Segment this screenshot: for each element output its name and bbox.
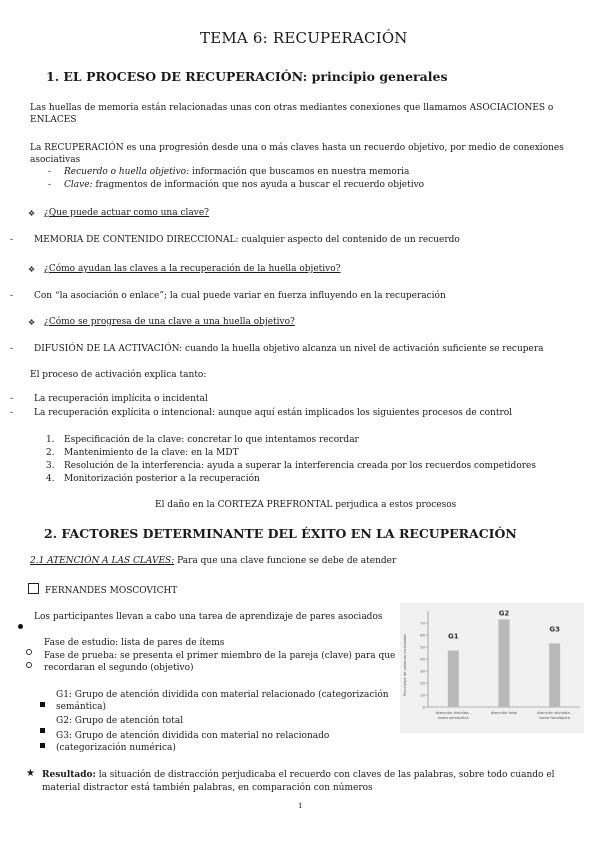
definition-text: información que buscamos en nuestra memoria <box>189 167 410 177</box>
bar <box>549 643 560 707</box>
para1-line2: ENLACES <box>30 115 77 125</box>
phase-prueba-line2: recordaran el segundo (objetivo) <box>44 663 194 673</box>
phase-prueba-line1: Fase de prueba: se presenta el primer miembro de la pareja (clave) para que <box>44 651 396 661</box>
bar-group-label: G3 <box>549 625 560 634</box>
subsection-atencion <box>30 555 396 567</box>
result-text: la situación de distracción perjudicaba el recuerdo con claves de las palabras, sobre todo cuando el <box>95 770 555 780</box>
answer-text: cualquier aspecto del contenido de un recuerdo <box>238 235 460 245</box>
list-item: La recuperación implícita o incidental <box>34 394 208 404</box>
list-item: Mantenimiento de la clave: en la MDT <box>64 448 239 458</box>
section1-heading: 1. EL PROCESO DE RECUPERACIÓN: principio generales <box>46 69 448 84</box>
question-clave: ¿Que puede actuar como una clave? <box>44 208 209 218</box>
bar <box>499 619 510 707</box>
participants-text: Los participantes llevan a cabo una tarea de aprendizaje de pares asociados <box>34 612 383 622</box>
list-item: Monitorización posterior a la recuperación <box>64 474 260 484</box>
list-item: La recuperación explícita o intencional: aunque aquí están implicados los siguientes procesos de control <box>34 408 513 418</box>
phase-estudio: Fase de estudio: lista de pares de ítems <box>44 638 225 648</box>
definition-term: Clave: <box>64 180 93 190</box>
para2-line2: asociativas <box>30 155 81 165</box>
study-title: FERNANDES MOSCOVICHT <box>45 586 178 596</box>
dash-bullet: - <box>10 235 14 245</box>
page-number: 1 <box>298 802 303 810</box>
answer-term: MEMORIA DE CONTENIDO DIRECCIONAL: <box>34 235 239 245</box>
definition-recuerdo <box>64 166 409 178</box>
subsection-text: Para que una clave funcione se debe de atender <box>174 556 397 566</box>
dash-bullet: - <box>10 394 14 404</box>
y-tick-label: 70 <box>420 620 425 626</box>
star-bullet-icon: ★ <box>26 768 35 779</box>
group-g3-line2: (categorización numérica) <box>56 743 176 753</box>
answer-term: DIFUSIÓN DE LA ACTIVACIÓN: <box>34 344 183 354</box>
bullet-square-icon <box>40 733 45 752</box>
definition-clave <box>64 179 424 191</box>
bar-group-label: G2 <box>498 609 510 618</box>
answer-asociacion: Con “la asociación o enlace”; la cual puede variar en fuerza influyendo en la recuperación <box>34 291 446 301</box>
checkbox-square-icon <box>28 583 39 594</box>
y-tick-label: 0 <box>422 704 425 710</box>
bullet-dot-icon <box>18 614 23 633</box>
damage-note: El daño en la CORTEZA PREFRONTAL perjudica a estos procesos <box>155 500 457 510</box>
chart-ylabel: Porcentaje de palabras recordadas <box>403 633 407 697</box>
group-g3-line1: G3: Grupo de atención dividida con material no relacionado <box>56 731 330 741</box>
group-g2: G2: Grupo de atención total <box>56 716 184 726</box>
subsection-label: 2.1 ATENCIÓN A LAS CLAVES: <box>30 556 175 566</box>
bullet-ring-icon <box>26 653 32 672</box>
list-item: Especificación de la clave: concretar lo que intentamos recordar <box>64 435 359 445</box>
answer-difusion <box>34 343 544 355</box>
list-number: 2. <box>46 448 55 458</box>
result-line2: material distractor está también palabras, en comparación con números <box>42 783 373 793</box>
diamond-bullet-icon: ❖ <box>28 318 36 327</box>
y-tick-label: 20 <box>420 680 425 686</box>
para2-line1: La RECUPERACIÓN es una progresión desde una o más claves hasta un recuerdo objetivo, por medio de conexiones <box>30 143 564 153</box>
activation-intro: El proceso de activación explica tanto: <box>30 370 207 380</box>
definition-text: fragmentos de información que nos ayuda a buscar el recuerdo objetivo <box>92 180 425 190</box>
x-tick-label: Atención dividida -tarea fonológica <box>536 710 573 720</box>
list-number: 4. <box>46 474 55 484</box>
question-progresa: ¿Cómo se progresa de una clave a una huella objetivo? <box>44 317 295 327</box>
dash-bullet: - <box>48 180 52 190</box>
section2-heading: 2. FACTORES DETERMINANTE DEL ÉXITO EN LA RECUPERACIÓN <box>44 526 517 541</box>
definition-term: Recuerdo o huella objetivo: <box>64 167 190 177</box>
bullet-square-icon <box>40 692 45 711</box>
y-tick-label: 60 <box>420 632 425 638</box>
answer-memoria-contenido <box>34 234 460 246</box>
dash-bullet: - <box>48 167 52 177</box>
para1-line1: Las huellas de memoria están relacionadas unas con otras mediantes conexiones que llamamos ASOCIACIONES o <box>30 103 554 113</box>
page-title: TEMA 6: RECUPERACIÓN <box>200 29 408 47</box>
dash-bullet: - <box>10 291 14 301</box>
bar <box>448 651 459 707</box>
group-g1-line2: semántica) <box>56 702 107 712</box>
y-tick-label: 30 <box>420 668 425 674</box>
list-number: 3. <box>46 461 55 471</box>
diamond-bullet-icon: ❖ <box>28 265 36 274</box>
bar-group-label: G1 <box>448 632 459 641</box>
question-claves-ayudan: ¿Cómo ayudan las claves a la recuperación de la huella objetivo? <box>44 264 341 274</box>
x-tick-label: Atención dividida -tarea semántica <box>435 710 472 720</box>
y-tick-label: 50 <box>420 644 425 650</box>
answer-text: cuando la huella objetivo alcanza un nivel de activación suficiente se recupera <box>182 344 544 354</box>
group-g1-line1: G1: Grupo de atención dividida con material relacionado (categorización <box>56 690 389 700</box>
dash-bullet: - <box>10 408 14 418</box>
result-line1 <box>42 769 555 781</box>
y-tick-label: 10 <box>420 692 425 698</box>
study-title-row <box>28 583 177 597</box>
list-number: 1. <box>46 435 55 445</box>
x-tick-label: Atención total <box>490 710 518 715</box>
dash-bullet: - <box>10 344 14 354</box>
bar-chart <box>400 603 584 733</box>
list-item: Resolución de la interferencia: ayuda a superar la interferencia creada por los recuerdos competidores <box>64 461 536 471</box>
result-label: Resultado: <box>42 770 96 780</box>
diamond-bullet-icon: ❖ <box>28 209 36 218</box>
y-tick-label: 40 <box>420 656 425 662</box>
